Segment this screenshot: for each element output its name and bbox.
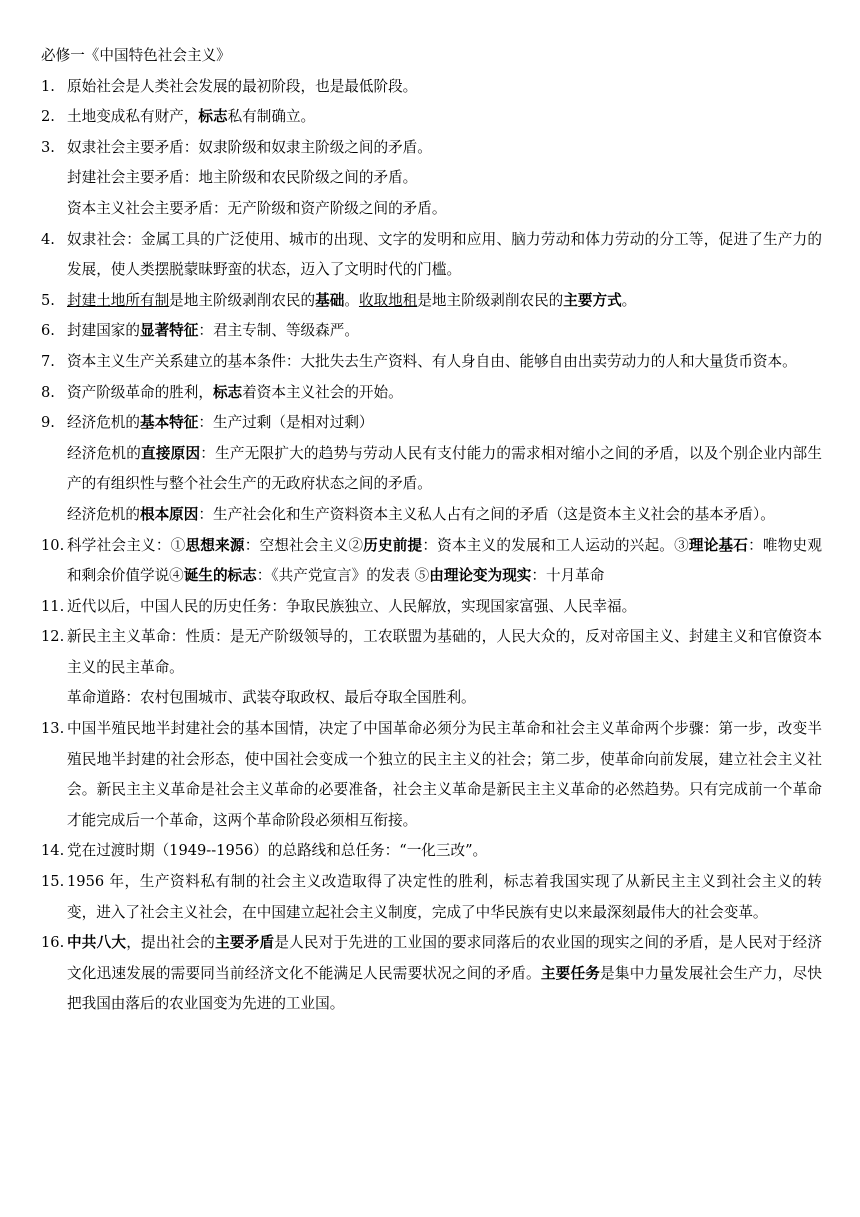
text-run: ：资本主义的发展和工人运动的兴起。③ bbox=[422, 536, 689, 554]
bold-term: 基本特征 bbox=[139, 414, 199, 432]
list-item bbox=[41, 928, 822, 1020]
text-run: 原始社会是人类社会发展的最初阶段，也是最低阶段。 bbox=[67, 77, 418, 95]
list-item-number: 15. bbox=[41, 873, 65, 891]
list-item-body bbox=[67, 102, 822, 133]
paragraph bbox=[67, 163, 822, 194]
text-run: 资本主义生产关系建立的基本条件：大批失去生产资料、有人身自由、能够自由出卖劳动力的人和大量货币资本。 bbox=[67, 352, 797, 370]
list-item-number: 3. bbox=[41, 138, 55, 156]
text-run: 是集中力量发展社会生产力，尽快把我国由落后的农业国变为先进的工业国。 bbox=[67, 964, 822, 1013]
list-item-body bbox=[67, 72, 822, 103]
text-run: 经济危机的 bbox=[67, 414, 140, 432]
bold-term: 主要任务 bbox=[540, 964, 601, 982]
paragraph bbox=[67, 836, 822, 867]
paragraph bbox=[67, 133, 822, 164]
paragraph bbox=[67, 225, 822, 286]
text-run: 1956 年，生产资料私有制的社会主义改造取得了决定性的胜利，标志着我国实现了从新民主主义到社会主义的转变，进入了社会主义社会，在中国建立起社会主义制度，完成了中华民族有史以来最深刻最伟大的社会变革。 bbox=[67, 873, 822, 921]
text-run: 。 bbox=[344, 291, 359, 309]
bold-term: 显著特征 bbox=[139, 322, 199, 340]
paragraph bbox=[67, 928, 822, 1020]
list-item bbox=[41, 72, 822, 103]
list-item-number: 5. bbox=[41, 291, 55, 309]
list-item-number: 7. bbox=[41, 352, 55, 370]
list-item-number: 12. bbox=[41, 628, 65, 646]
text-run: 资产阶级革命的胜利， bbox=[67, 383, 213, 401]
list-item-number: 6. bbox=[41, 322, 55, 340]
paragraph bbox=[67, 622, 822, 683]
text-run: 中国半殖民地半封建社会的基本国情，决定了中国革命必须分为民主革命和社会主义革命两个步骤：第一步，改变半殖民地半封建的社会形态，使中国社会变成一个独立的民主主义的社会；第二步，使革命向前发展，建立社会主义社会。新民主主义革命是社会主义革命的必要准备，社会主义革命是新民主主义革命的必然趋势。只有完成前一个革命才能完成后一个革命，这两个革命阶段必须相互衔接。 bbox=[67, 720, 822, 829]
paragraph bbox=[67, 531, 822, 592]
text-run: 奴隶社会：金属工具的广泛使用、城市的出现、文字的发明和应用、脑力劳动和体力劳动的分工等，促进了生产力的发展，使人类摆脱蒙昧野蛮的状态，迈入了文明时代的门槛。 bbox=[67, 230, 822, 279]
bold-term: 思想来源 bbox=[185, 536, 245, 554]
list-item-body bbox=[67, 378, 822, 409]
bold-term: 理论基石 bbox=[688, 536, 749, 554]
paragraph bbox=[67, 867, 822, 928]
paragraph bbox=[67, 439, 822, 500]
text-run: ：生产过剩（是相对过剩） bbox=[198, 414, 374, 432]
text-run: 。 bbox=[621, 291, 637, 309]
list-item-number: 1. bbox=[41, 77, 55, 95]
list-item-number: 13. bbox=[41, 720, 65, 738]
list-item-body bbox=[67, 225, 822, 286]
text-run: 奴隶社会主要矛盾：奴隶阶级和奴隶主阶级之间的矛盾。 bbox=[67, 138, 432, 156]
list-item-number: 14. bbox=[41, 842, 65, 860]
paragraph bbox=[67, 592, 822, 623]
text-run: 私有制确立。 bbox=[227, 108, 316, 126]
list-item bbox=[41, 592, 822, 623]
bold-term: 主要方式 bbox=[563, 291, 622, 309]
paragraph bbox=[67, 347, 822, 378]
text-run: 是地主阶级剥削农民的 bbox=[169, 291, 316, 309]
list-item-number: 4. bbox=[41, 230, 55, 248]
list-item-number: 8. bbox=[41, 383, 55, 401]
list-item-body bbox=[67, 133, 822, 225]
paragraph bbox=[67, 500, 822, 531]
list-item bbox=[41, 836, 822, 867]
text-run: ：君主专制、等级森严。 bbox=[198, 322, 359, 340]
bold-term: 主要矛盾 bbox=[215, 934, 275, 952]
text-run: 土地变成私有财产， bbox=[67, 108, 199, 126]
paragraph bbox=[67, 408, 822, 439]
underlined-term: 收取地租 bbox=[358, 291, 418, 309]
text-run: ：生产社会化和生产资料资本主义私人占有之间的矛盾（这是资本主义社会的基本矛盾）。 bbox=[198, 505, 775, 523]
paragraph bbox=[67, 714, 822, 836]
document-title: 必修一《中国特色社会主义》 bbox=[41, 47, 231, 64]
list-item-body bbox=[67, 714, 822, 836]
underlined-term: 封建土地所有制 bbox=[67, 291, 170, 309]
list-item bbox=[41, 622, 822, 714]
list-item bbox=[41, 133, 822, 225]
list-item-body bbox=[67, 622, 822, 714]
list-item bbox=[41, 347, 822, 378]
text-run: ：唯物史观和剩余价值学说④ bbox=[67, 536, 822, 585]
bold-term: 由理论变为现实 bbox=[429, 567, 532, 585]
list-item bbox=[41, 378, 822, 409]
list-item-body bbox=[67, 531, 822, 592]
text-run: ：十月革命 bbox=[531, 567, 605, 585]
list-item-body bbox=[67, 928, 822, 1020]
text-run: ，提出社会的 bbox=[126, 934, 216, 952]
numbered-list bbox=[41, 72, 822, 1020]
list-item-number: 9. bbox=[41, 414, 55, 432]
paragraph bbox=[67, 194, 822, 225]
text-run: 封建国家的 bbox=[67, 322, 140, 340]
paragraph bbox=[67, 378, 822, 409]
list-item-body bbox=[67, 347, 822, 378]
bold-term: 标志 bbox=[198, 108, 228, 126]
text-run: 科学社会主义：① bbox=[67, 536, 186, 554]
list-item bbox=[41, 286, 822, 317]
text-run: 封建社会主要矛盾：地主阶级和农民阶级之间的矛盾。 bbox=[67, 169, 418, 187]
list-item bbox=[41, 531, 822, 592]
text-run: 经济危机的 bbox=[67, 444, 142, 462]
text-run: 是人民对于先进的工业国的要求同落后的农业国的现实之间的矛盾，是人民对于经济文化迅速发展的需要同当前经济文化不能满足人民需要状况之间的矛盾。 bbox=[67, 934, 822, 982]
list-item-body bbox=[67, 867, 822, 928]
list-item-body bbox=[67, 286, 822, 317]
list-item bbox=[41, 225, 822, 286]
list-item-body bbox=[67, 316, 822, 347]
bold-term: 根本原因 bbox=[139, 505, 199, 523]
list-item-number: 10. bbox=[41, 536, 65, 554]
bold-term: 诞生的标志 bbox=[183, 567, 257, 585]
list-item-body bbox=[67, 592, 822, 623]
text-run: 资本主义社会主要矛盾：无产阶级和资产阶级之间的矛盾。 bbox=[67, 199, 447, 217]
text-run: 新民主主义革命：性质：是无产阶级领导的，工农联盟为基础的，人民大众的，反对帝国主义、封建主义和官僚资本主义的民主革命。 bbox=[67, 628, 822, 676]
text-run: 近代以后，中国人民的历史任务：争取民族独立、人民解放，实现国家富强、人民幸福。 bbox=[67, 597, 637, 615]
text-run: ：《共产党宣言》的发表 ⑤ bbox=[256, 567, 430, 585]
bold-term: 中共八大 bbox=[67, 934, 127, 952]
list-item bbox=[41, 408, 822, 530]
paragraph bbox=[67, 286, 822, 317]
list-item bbox=[41, 316, 822, 347]
bold-term: 基础 bbox=[315, 291, 345, 309]
bold-term: 标志 bbox=[212, 383, 243, 401]
text-run: 是地主阶级剥削农民的 bbox=[417, 291, 564, 309]
text-run: 着资本主义社会的开始。 bbox=[242, 383, 403, 401]
bold-term: 直接原因 bbox=[141, 444, 201, 462]
paragraph bbox=[67, 102, 822, 133]
list-item-body bbox=[67, 836, 822, 867]
list-item-number: 16. bbox=[41, 934, 65, 952]
list-item-number: 2. bbox=[41, 108, 55, 126]
list-item-number: 11. bbox=[41, 597, 65, 615]
paragraph bbox=[67, 316, 822, 347]
paragraph bbox=[67, 683, 822, 714]
text-run: ：生产无限扩大的趋势与劳动人民有支付能力的需求相对缩小之间的矛盾，以及个别企业内部生产的有组织性与整个社会生产的无政府状态之间的矛盾。 bbox=[67, 444, 822, 493]
list-item bbox=[41, 867, 822, 928]
list-item-body bbox=[67, 408, 822, 530]
text-run: ：空想社会主义② bbox=[244, 536, 364, 554]
bold-term: 历史前提 bbox=[363, 536, 423, 554]
text-run: 革命道路：农村包围城市、武装夺取政权、最后夺取全国胜利。 bbox=[67, 689, 476, 707]
list-item bbox=[41, 714, 822, 836]
list-item bbox=[41, 102, 822, 133]
paragraph bbox=[67, 72, 822, 103]
text-run: 经济危机的 bbox=[67, 505, 140, 523]
text-run: 党在过渡时期（1949--1956）的总路线和总任务：“一化三改”。 bbox=[67, 842, 488, 860]
